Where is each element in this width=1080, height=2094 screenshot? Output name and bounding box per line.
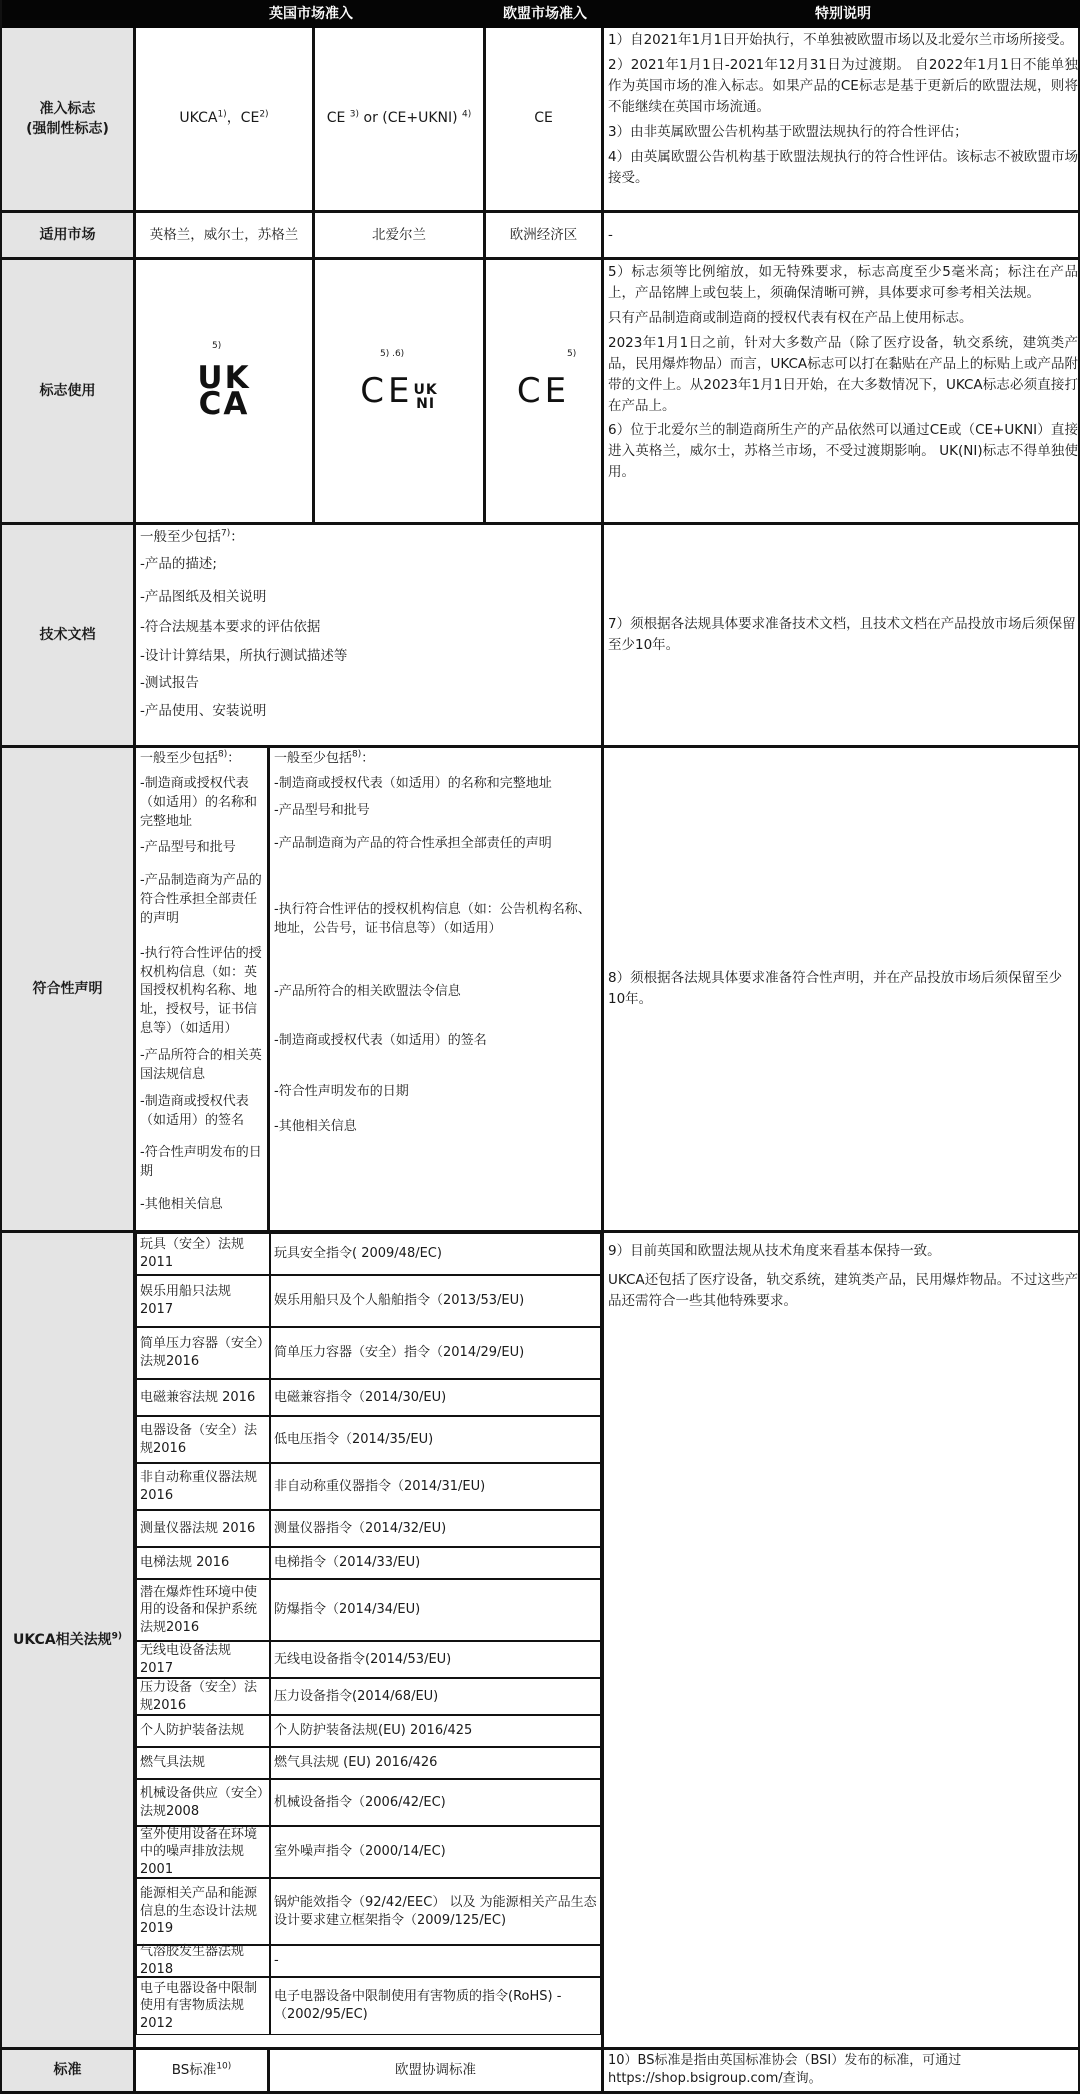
intro-text: 一般至少包括 [140,751,219,766]
row-label-tech-doc: 技术文档 [2,525,136,748]
regulation-eu: 非自动称重仪器指令（2014/31/EU) [270,1463,601,1510]
footnote-ref: 2) [259,109,269,120]
regulation-uk: 电梯法规 2016 [136,1547,270,1579]
list-item: -制造商或授权代表（如适用）的名称和完整地址 [140,775,258,829]
regulation-eu: - [270,1945,601,1977]
marking-eu [486,28,604,213]
mark-text: CE [534,110,553,127]
regulation-eu: 燃气具法规 (EU) 2016/426 [270,1747,601,1779]
regulation-eu: 电磁兼容指令（2014/30/EU) [270,1379,601,1416]
footnote-ref: 5) [212,341,222,351]
regulation-eu: 压力设备指令(2014/68/EU) [270,1678,601,1715]
standards-uk [136,2050,270,2094]
list-item: -符合法规基本要求的评估依据 [140,618,321,635]
list-item: -执行符合性评估的授权机构信息（如：英国授权机构名称、地址，授权号，证书信息等）（如适用） [140,945,262,1037]
list-item: -其他相关信息 [140,1197,223,1213]
regulation-eu: 锅炉能效指令（92/42/EEC） 以及 为能源相关产品生态设计要求建立框架指令（2009/125/EC) [270,1878,601,1945]
regulation-eu: 娱乐用船只及个人船舶指令（2013/53/EU) [270,1275,601,1327]
regulation-uk: 个人防护装备法规 [136,1715,270,1747]
regulation-eu: 机械设备指令（2006/42/EC) [270,1779,601,1826]
header-uk-market: 英国市场准入 [269,6,353,22]
list-item: -产品图纸及相关说明 [140,588,267,605]
doc-eu-content [270,748,604,1233]
market-ni: 北爱尔兰 [315,213,486,260]
list-item: -符合性声明发布的日期 [274,1083,409,1099]
regulation-eu: 电子电器设备中限制使用有害物质的指令(RoHS) - （2002/95/EC) [270,1977,601,2035]
note-3: 3）由非英属欧盟公告机构基于欧盟法规执行的符合性评估； [608,123,968,140]
regulation-eu: 个人防护装备法规(EU) 2016/425 [270,1715,601,1747]
note-5: 5）标志须等比例缩放，如无特殊要求，标志高度至少5毫米高；标注在产品上，产品铭牌上或包装上，须确保清晰可辨，具体要求可参考相关法规。 [608,264,1078,301]
label-line: 准入标志 [39,100,96,117]
regulations-notes [604,1233,1080,2050]
regulation-uk: 娱乐用船只法规 2017 [136,1275,270,1327]
list-item: -制造商或授权代表（如适用）的名称和完整地址 [274,775,552,791]
ce-mark-icon: CE [516,370,571,411]
regulation-eu: 玩具安全指令( 2009/48/EC) [270,1233,601,1275]
regulation-eu: 防爆指令（2014/34/EU) [270,1579,601,1641]
note-4: 4）由英属欧盟公告机构基于欧盟法规执行的符合性评估。该标志不被欧盟市场接受。 [608,148,1078,186]
regulation-uk: 电器设备（安全）法规2016 [136,1416,270,1463]
list-item: -设计计算结果，所执行测试描述等 [140,648,348,664]
list-item: -产品型号和批号 [140,840,236,856]
list-item: -产品的描述; [140,556,217,573]
note-2: 2）2021年1月1日-2021年12月31日为过渡期。 自2022年1月1日不能单独作为英国市场的准入标志。如果产品的CE标志是基于更新后的欧盟法规，则将不能继续在英国市场流通。 [608,56,1078,115]
footnote-ref: 10) [216,2061,232,2072]
standards-eu: 欧盟协调标准 [270,2050,604,2094]
list-item: -产品使用、安装说明 [140,702,267,719]
note-6: 6）位于北爱尔兰的制造商所生产的产品依然可以通过CE或（CE+UKNI）直接进入英格兰，威尔士，苏格兰市场，不受过渡期影响。 UK(NI)标志不得单独使用。 [608,422,1078,481]
row-label-standards: 标准 [2,2050,136,2094]
tech-doc-notes: 7）须根据各法规具体要求准备技术文档，且技术文档在产品投放市场后须保留至少10年。 [604,525,1080,748]
regulation-uk: 室外使用设备在环境中的噪声排放法规2001 [136,1826,270,1878]
row-label-marking [2,28,136,213]
footnote-ref: 7) [221,528,231,539]
label-line: (强制性标志) [26,121,109,137]
regulation-uk: 气溶胶发生器法规 2018 [136,1945,270,1977]
regulation-eu: 室外噪声指令（2000/14/EC) [270,1826,601,1878]
mark-text: UKCA [179,110,218,127]
header-eu-market: 欧盟市场准入 [503,6,587,22]
regulation-uk: 机械设备供应（安全）法规2008 [136,1779,270,1826]
regulations-list [136,1233,604,2050]
mark-text: or (CE+UKNI) [359,110,463,127]
footnote-ref: 3) [349,109,360,120]
regulation-eu: 无线电设备指令(2014/53/EU) [270,1641,601,1678]
label-text: UKCA相关法规 [12,1631,112,1648]
regulation-uk: 电磁兼容法规 2016 [136,1379,270,1416]
intro-text: 一般至少包括 [140,529,221,545]
logo-gb [136,260,315,525]
doc-notes: 8）须根据各法规具体要求准备符合性声明，并在产品投放市场后须保留至少10年。 [604,748,1080,1233]
list-item: -执行符合性评估的授权机构信息（如：公告机构名称、地址，公告号，证书信息等）（如适用） [274,902,591,937]
row-label-regulations [2,1233,136,2050]
list-item: -测试报告 [140,675,199,692]
intro-text: ： [361,751,375,766]
footnote-ref: 5) .6) [380,349,405,359]
market-notes: - [604,213,1080,260]
footnote-ref: 8) [218,749,228,760]
regulation-eu: 简单压力容器（安全）指令（2014/29/EU) [270,1327,601,1379]
ce-ukni-mark-icon: CE UK NI [360,370,438,412]
marking-gb [136,28,315,213]
list-item: -产品所符合的相关欧盟法令信息 [274,984,461,1000]
regulation-eu: 电梯指令（2014/33/EU) [270,1547,601,1579]
footnote-ref: 9) [111,1631,123,1642]
row-label-logo-use: 标志使用 [2,260,136,525]
marking-notes [604,28,1080,213]
market-gb: 英格兰，威尔士，苏格兰 [136,213,315,260]
regulation-uk: 测量仪器法规 2016 [136,1510,270,1547]
regulation-uk: 简单压力容器（安全）法规2016 [136,1327,270,1379]
footnote-ref: 5) [567,349,577,359]
note-1: 1）自2021年1月1日开始执行，不单独被欧盟市场以及北爱尔兰市场所接受。 [608,32,1074,48]
list-item: -产品制造商为产品的符合性承担全部责任的声明 [274,835,552,851]
regulation-uk: 非自动称重仪器法规2016 [136,1463,270,1510]
intro-text: ： [227,751,241,766]
footnote-ref: 1) [217,109,227,120]
header-notes: 特别说明 [815,6,871,22]
note-9: 9）目前英国和欧盟法规从技术角度来看基本保持一致。 [608,1243,941,1259]
list-item: -其他相关信息 [274,1118,357,1134]
marking-ni [315,28,486,213]
intro-text: 一般至少包括 [274,751,353,766]
regulation-uk: 能源相关产品和能源信息的生态设计法规 2019 [136,1878,270,1945]
doc-uk-content [136,748,270,1233]
row-label-doc: 符合性声明 [2,748,136,1233]
list-item: -产品所符合的相关英国法规信息 [140,1047,262,1082]
standards-notes: 10）BS标准是指由英国标准协会（BSI）发布的标准，可通过https://shop.bsigroup.com/查询。 [604,2050,1080,2094]
regulation-uk: 燃气具法规 [136,1747,270,1779]
note-authorized: 只有产品制造商或制造商的授权代表有权在产品上使用标志。 [608,309,973,326]
standard-text: BS标准 [171,2062,217,2079]
regulation-uk: 无线电设备法规 2017 [136,1641,270,1678]
footnote-ref: 8) [352,749,362,760]
note-2023: 2023年1月1日之前，针对大多数产品（除了医疗设备，轨交系统，建筑类产品，民用爆炸物品）而言，UKCA标志可以打在黏贴在产品上的标贴上或产品附带的文件上。从2023年1月1日开始，在大多数情况下，UKCA标志必须直接打在产品上。 [608,334,1078,414]
ukca-mark-icon: UK CA [197,359,251,422]
regulation-eu: 测量仪器指令（2014/32/EU) [270,1510,601,1547]
row-label-market: 适用市场 [2,213,136,260]
regulation-uk: 压力设备（安全）法规2016 [136,1678,270,1715]
intro-text: ： [230,529,244,545]
logo-ni [315,260,486,525]
footnote-ref: 4) [462,109,472,120]
logo-use-notes [604,260,1080,525]
note-ukca-extra: UKCA还包括了医疗设备，轨交系统，建筑类产品，民用爆炸物品。不过这些产品还需符合一些其他特殊要求。 [608,1271,1078,1309]
logo-eu [486,260,604,525]
list-item: -产品制造商为产品的符合性承担全部责任的声明 [140,873,262,926]
tech-doc-content [136,525,604,748]
list-item: -制造商或授权代表（如适用）的签名 [274,1032,487,1048]
list-item: -符合性声明发布的日期 [140,1145,262,1180]
mark-text: CE [326,110,350,127]
list-item: -产品型号和批号 [274,802,370,818]
regulation-uk: 电子电器设备中限制使用有害物质法规2012 [136,1977,270,2035]
market-eu: 欧洲经济区 [486,213,604,260]
regulation-uk: 潜在爆炸性环境中使用的设备和保护系统法规2016 [136,1579,270,1641]
table-header [2,0,1080,28]
list-item: -制造商或授权代表（如适用）的签名 [140,1093,249,1128]
regulation-uk: 玩具（安全）法规2011 [136,1233,270,1275]
regulation-eu: 低电压指令（2014/35/EU) [270,1416,601,1463]
mark-text: ，CE [226,110,260,127]
